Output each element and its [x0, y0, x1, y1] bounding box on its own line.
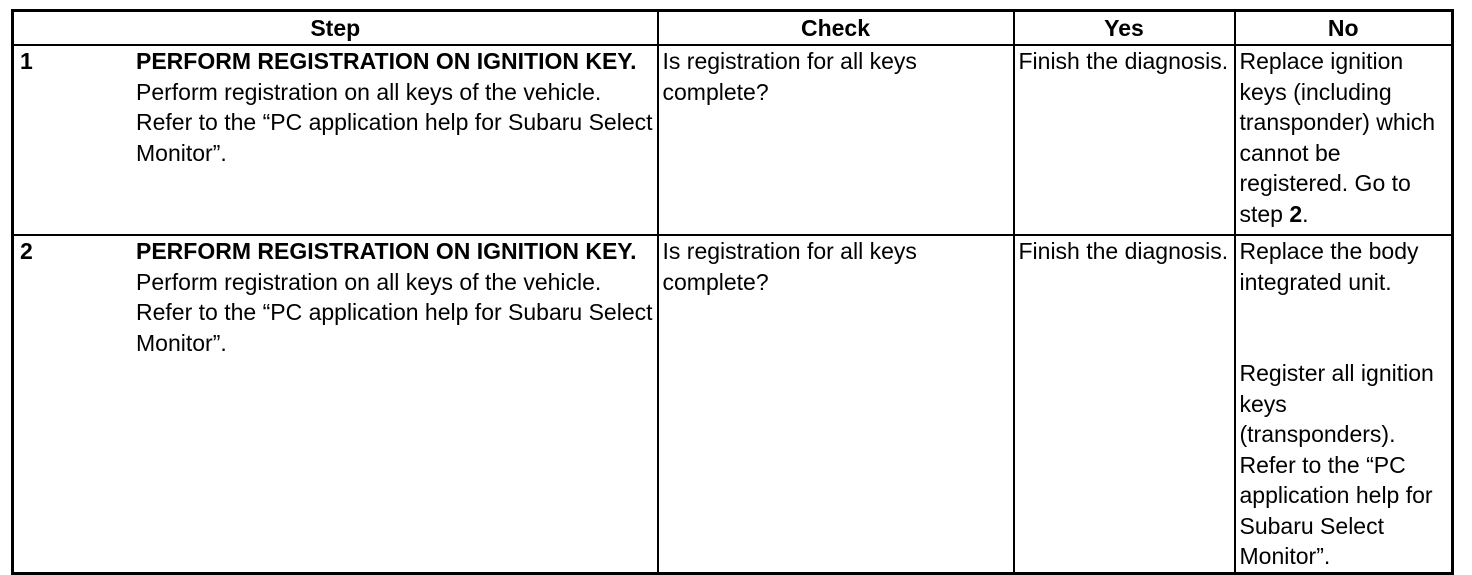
- yes-cell: Finish the diagnosis.: [1014, 45, 1235, 235]
- no-step-suffix: .: [1302, 200, 1309, 227]
- table-row: [13, 235, 1453, 573]
- step-title: PERFORM REGISTRATION ON IGNITION KEY.: [136, 48, 637, 74]
- step-number: 2: [20, 238, 33, 264]
- no-action-text: Replace ignition keys (including transponder) which cannot be registered. Go to step: [1239, 48, 1436, 227]
- header-check: Check: [658, 11, 1014, 46]
- check-cell: Is registration for all keys complete?: [658, 235, 1014, 573]
- step-number: 1: [20, 48, 33, 74]
- step-title: PERFORM REGISTRATION ON IGNITION KEY.: [136, 238, 637, 264]
- no-action-text: Replace the body integrated unit.: [1239, 238, 1419, 295]
- yes-cell: Finish the diagnosis.: [1014, 235, 1235, 573]
- no-cell: [1235, 45, 1453, 235]
- header-yes: Yes: [1014, 11, 1235, 46]
- step-cell: [13, 45, 658, 235]
- table-row: [13, 45, 1453, 235]
- no-step-ref: 2: [1289, 200, 1303, 227]
- no-cell: [1235, 235, 1453, 573]
- diagnostic-table-container: [11, 9, 1454, 575]
- diagnostic-table: [11, 9, 1454, 575]
- header-no: No: [1235, 11, 1453, 46]
- check-cell: Is registration for all keys complete?: [658, 45, 1014, 235]
- header-step: Step: [13, 11, 658, 46]
- step-instruction: Perform registration on all keys of the vehicle. Refer to the “PC application help for Subaru Select Monitor”.: [136, 268, 653, 356]
- step-cell: [13, 235, 658, 573]
- paragraph-gap: [1240, 297, 1448, 358]
- step-instruction: Perform registration on all keys of the vehicle. Refer to the “PC application help for Subaru Select Monitor”.: [136, 78, 653, 166]
- table-header-row: [13, 11, 1453, 46]
- no-action-extra: Register all ignition keys (transponders). Refer to the “PC application help for Subaru Select Monitor”.: [1239, 360, 1434, 569]
